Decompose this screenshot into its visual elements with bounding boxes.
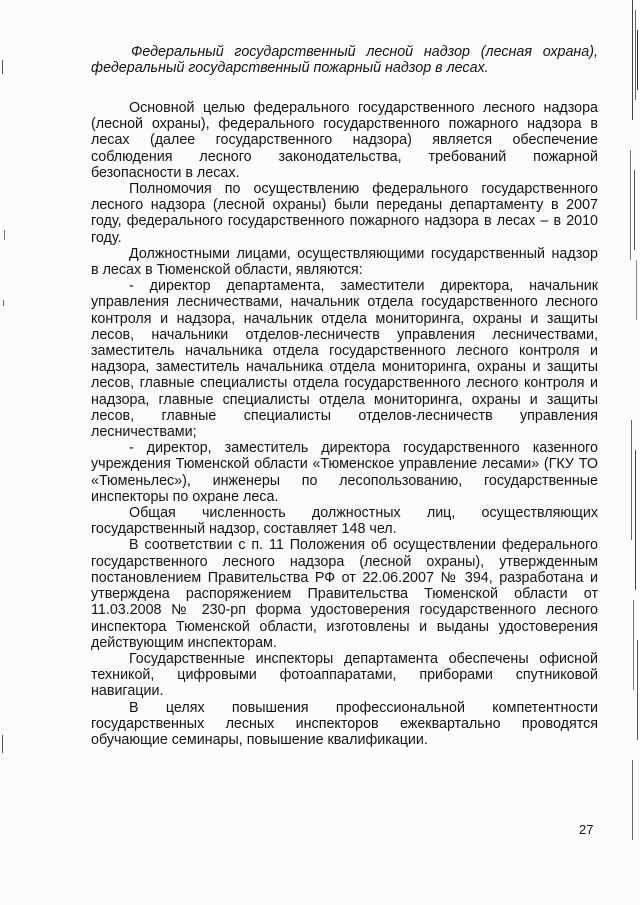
paragraph: - директор департамента, заместители директора, начальник управления лесничествами, начальник отдела государственного лесного контроля и надзора, начальник отдела мониторинга, охраны и защиты лесов, начальники отделов-лесничеств управления лесничествами, заместитель начальника отдела государственного лесного контроля и надзора, заместитель начальника отдела мониторинга, охраны и защиты лесов, главные специалисты отдела государственного лесного контроля и надзора, главные специалисты отдела мониторинга, охраны и защиты лесов, главные специалисты отделов-лесничеств управления лесничествами; bbox=[91, 278, 598, 441]
scan-artifact-right bbox=[618, 0, 640, 905]
document-body bbox=[91, 100, 598, 748]
paragraph: Полномочия по осуществлению федерального государственного лесного надзора (лесной охраны) были переданы департаменту в 2007 году, федерального государственного пожарного надзора в лесах – в 2010 году. bbox=[91, 181, 598, 246]
section-heading: Федеральный государственный лесной надзор (лесная охрана), федеральный государственный пожарный надзор в лесах. bbox=[91, 44, 598, 77]
scan-artifact-left bbox=[0, 0, 10, 905]
paragraph: Основной целью федерального государственного лесного надзора (лесной охраны), федерального государственного пожарного надзора в лесах (далее государственного надзора) является обеспечение соблюдения лесного законодательства, требований пожарной безопасности в лесах. bbox=[91, 100, 598, 181]
paragraph: В целях повышения профессиональной компетентности государственных лесных инспекторов ежеквартально проводятся обучающие семинары, повышение квалификации. bbox=[91, 699, 598, 748]
paragraph: В соответствии с п. 11 Положения об осуществлении федерального государственного лесного надзора (лесной охраны), утвержденным постановлением Правительства РФ от 22.06.2007 № 394, разработана и утверждена распоряжением Правительства Тюменской области от 11.03.2008 № 230-рп форма удостоверения государственного лесного инспектора Тюменской области, изготовлены и выданы удостоверения действующим инспекторам. bbox=[91, 537, 598, 651]
page-number: 27 bbox=[579, 822, 594, 837]
paragraph: Государственные инспекторы департамента обеспечены офисной техникой, цифровыми фотоаппаратами, приборами спутниковой навигации. bbox=[91, 650, 598, 700]
paragraph: Должностными лицами, осуществляющими государственный надзор в лесах в Тюменской области, являются: bbox=[91, 245, 598, 279]
paragraph: - директор, заместитель директора государственного казенного учреждения Тюменской области «Тюменское управление лесами» (ГКУ ТО «Тюменьлес»), инженеры по лесопользованию, государственные инспекторы по охране леса. bbox=[91, 440, 598, 505]
paragraph: Общая численность должностных лиц, осуществляющих государственный надзор, составляет 148 чел. bbox=[91, 505, 598, 538]
